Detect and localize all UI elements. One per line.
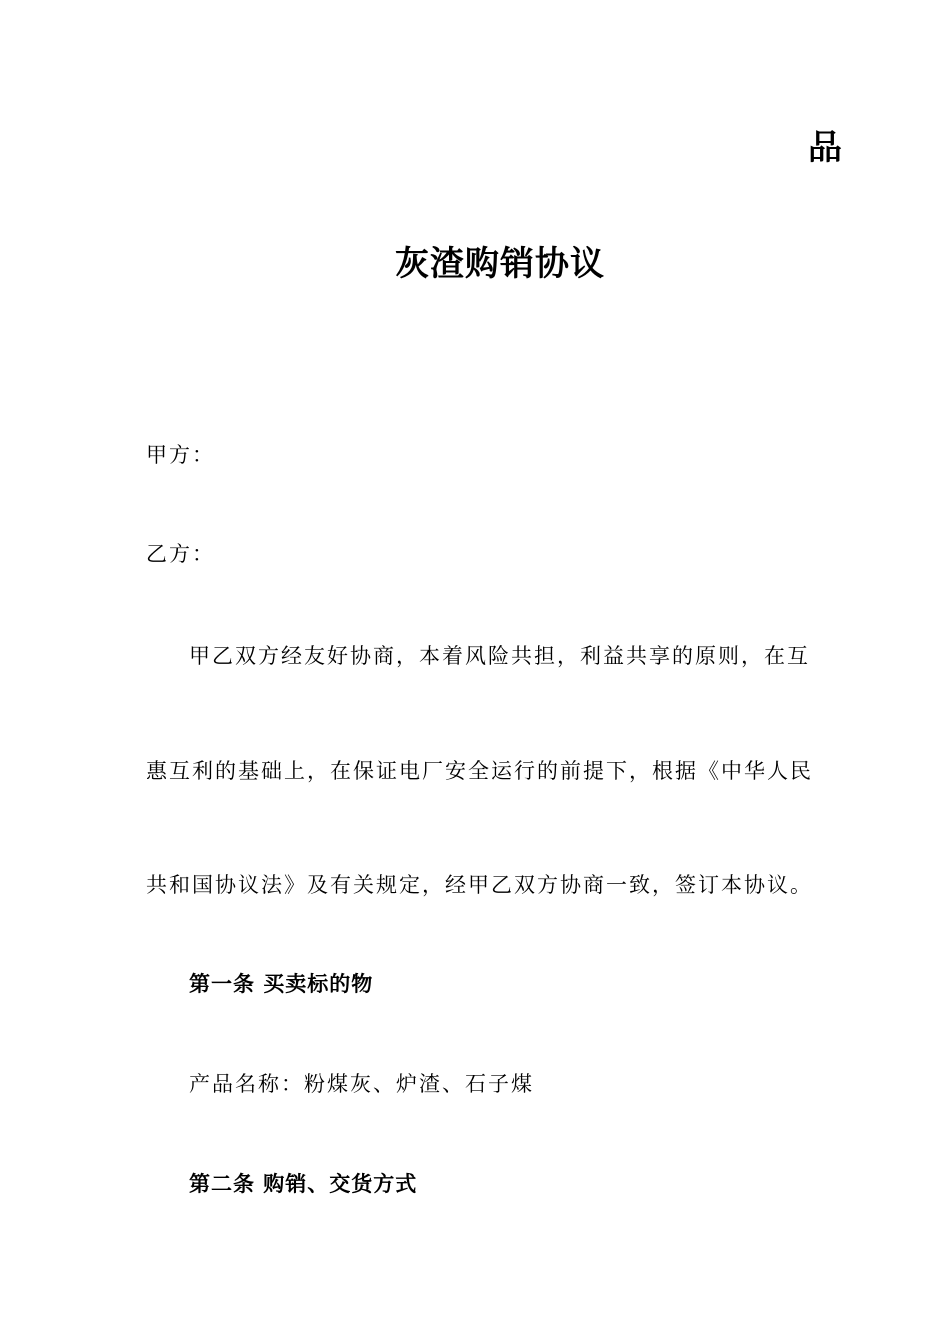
preamble-line-3: 共和国协议法》及有关规定，经甲乙双方协商一致，签订本协议。 xyxy=(146,873,813,897)
party-b-label: 乙方： xyxy=(146,542,215,566)
preamble-line-2: 惠互利的基础上，在保证电厂安全运行的前提下，根据《中华人民 xyxy=(146,759,813,783)
article-1-product: 产品名称：粉煤灰、炉渣、石子煤 xyxy=(189,1072,534,1096)
preamble-line-1: 甲乙双方经友好协商，本着风险共担，利益共享的原则，在互 xyxy=(189,644,810,668)
article-2-heading: 第二条 购销、交货方式 xyxy=(189,1172,418,1196)
party-a-label: 甲方： xyxy=(146,443,215,467)
article-1-heading: 第一条 买卖标的物 xyxy=(189,972,374,996)
document-title: 灰渣购销协议 xyxy=(395,244,605,284)
corner-mark: 品 xyxy=(808,128,842,168)
